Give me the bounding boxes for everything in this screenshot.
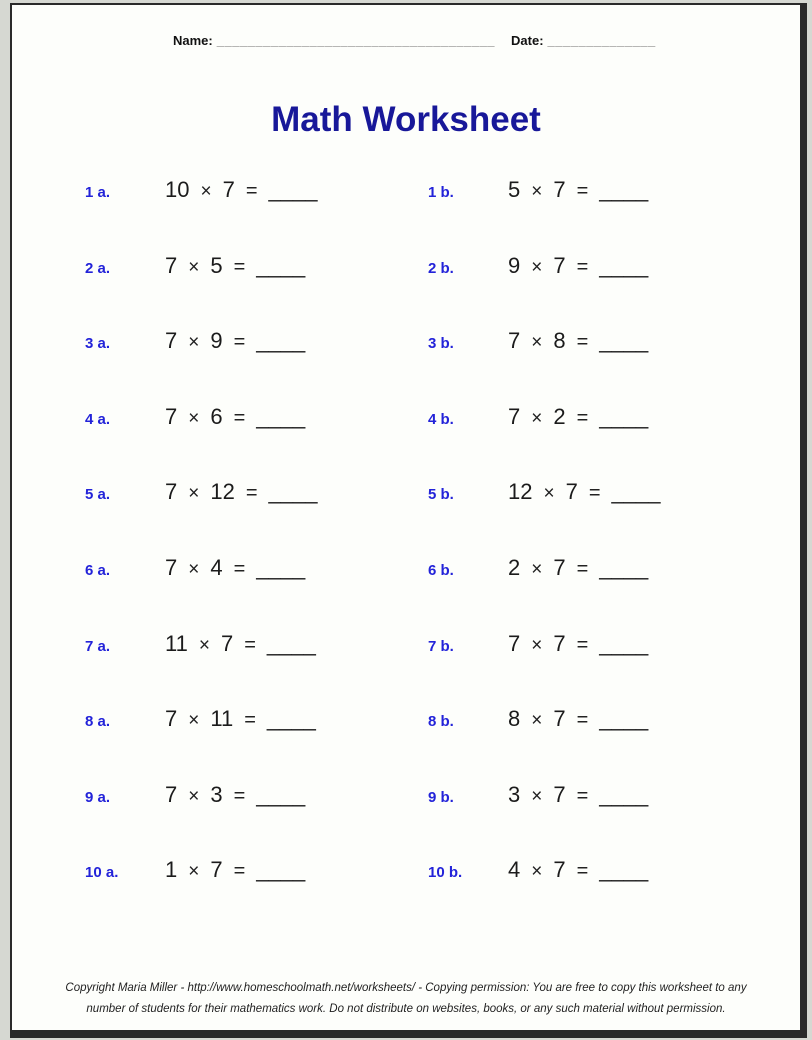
name-fill-line: ____________________________________ — [216, 33, 496, 48]
answer-blank: ____ — [256, 857, 306, 883]
equals-sign: = — [233, 860, 246, 883]
multiplication-sign: × — [188, 558, 200, 580]
factor-1: 10 — [165, 177, 190, 202]
problem-row — [12, 857, 800, 933]
factor-2: 7 — [553, 781, 566, 807]
factor-1: 9 — [508, 252, 521, 278]
factor-2: 4 — [210, 554, 223, 580]
equals-sign: = — [244, 709, 256, 732]
answer-blank: ____ — [256, 403, 306, 429]
factor-2: 7 — [222, 177, 235, 202]
equals-sign: = — [576, 331, 589, 354]
answer-blank: ____ — [266, 706, 316, 732]
problem-expression — [165, 479, 317, 505]
problem-expression — [165, 253, 305, 279]
factor-1: 7 — [508, 630, 521, 656]
answer-blank: ____ — [599, 177, 649, 202]
worksheet-page — [10, 3, 807, 1038]
problem-cell-b — [428, 782, 771, 858]
problem-cell-b — [428, 177, 771, 253]
problem-cell-a — [85, 706, 428, 782]
problem-label: 6 b. — [428, 561, 454, 579]
factor-2: 7 — [210, 857, 223, 883]
multiplication-sign: × — [531, 558, 543, 580]
problem-row — [12, 404, 800, 480]
equals-sign: = — [244, 633, 256, 656]
factor-1: 7 — [165, 479, 178, 505]
multiplication-sign: × — [188, 332, 200, 354]
problem-cell-b — [428, 555, 771, 631]
problem-cell-b — [428, 631, 771, 707]
answer-blank: ____ — [256, 252, 306, 278]
problem-cell-a — [85, 253, 428, 329]
problem-label: 3 b. — [428, 335, 454, 353]
problem-expression — [165, 857, 305, 883]
problem-expression — [165, 706, 316, 732]
equals-sign: = — [576, 860, 589, 883]
equals-sign: = — [233, 255, 246, 278]
factor-2: 7 — [553, 252, 566, 278]
equals-sign: = — [233, 331, 246, 354]
page-title: Math Worksheet — [271, 100, 541, 139]
equals-sign: = — [245, 180, 258, 202]
problem-label: 8 b. — [428, 713, 454, 731]
problem-cell-b — [428, 253, 771, 329]
answer-blank: ____ — [599, 554, 649, 580]
problem-cell-b — [428, 857, 771, 933]
problem-label: 1 b. — [428, 184, 454, 201]
factor-1: 7 — [165, 706, 178, 732]
problem-label: 7 b. — [428, 637, 454, 655]
factor-2: 3 — [210, 781, 223, 807]
problem-expression — [508, 328, 648, 354]
problem-cell-a — [85, 857, 428, 933]
factor-2: 7 — [220, 630, 234, 656]
problem-cell-a — [85, 479, 428, 555]
multiplication-sign: × — [531, 710, 543, 732]
factor-2: 7 — [553, 554, 566, 580]
problem-expression — [165, 631, 316, 657]
equals-sign: = — [233, 784, 246, 807]
equals-sign: = — [233, 406, 246, 429]
factor-2: 7 — [565, 479, 578, 505]
answer-blank: ____ — [599, 706, 649, 732]
factor-1: 12 — [508, 479, 533, 505]
multiplication-sign: × — [188, 785, 200, 807]
copyright-footer — [12, 978, 800, 1020]
factor-2: 2 — [553, 403, 566, 429]
factor-2: 7 — [553, 630, 566, 656]
problem-label: 5 a. — [85, 486, 111, 504]
equals-sign: = — [233, 557, 246, 580]
problem-expression — [508, 479, 660, 505]
problem-row — [12, 253, 800, 329]
problem-expression — [508, 404, 648, 430]
equals-sign: = — [576, 784, 589, 807]
factor-1: 2 — [508, 554, 521, 580]
date-label: Date: — [511, 33, 544, 48]
factor-1: 7 — [165, 252, 178, 278]
problem-expression — [508, 555, 648, 581]
problem-expression — [165, 404, 305, 430]
factor-1: 3 — [508, 781, 521, 807]
problem-label: 2 b. — [428, 259, 454, 277]
problem-label: 9 a. — [85, 788, 111, 806]
problem-cell-a — [85, 404, 428, 480]
equals-sign: = — [588, 482, 601, 505]
factor-1: 7 — [508, 403, 521, 429]
problem-expression — [508, 782, 648, 808]
problem-label: 3 a. — [85, 335, 111, 353]
equals-sign: = — [576, 180, 589, 202]
answer-blank: ____ — [599, 857, 649, 883]
multiplication-sign: × — [531, 407, 543, 429]
problem-label: 10 a. — [85, 864, 119, 882]
problem-label: 5 b. — [428, 486, 454, 504]
factor-1: 4 — [508, 857, 521, 883]
problem-cell-a — [85, 631, 428, 707]
answer-blank: ____ — [599, 781, 649, 807]
answer-blank: ____ — [268, 479, 318, 505]
problem-label: 8 a. — [85, 713, 111, 731]
factor-2: 7 — [553, 177, 566, 202]
date-fill-line: ______________ — [547, 33, 656, 48]
factor-2: 7 — [553, 857, 566, 883]
problem-label: 6 a. — [85, 561, 111, 579]
multiplication-sign: × — [200, 181, 212, 202]
problem-label: 1 a. — [85, 184, 111, 201]
factor-1: 1 — [165, 857, 178, 883]
equals-sign: = — [576, 709, 589, 732]
problems-grid — [12, 177, 800, 933]
problem-label: 10 b. — [428, 864, 463, 882]
worksheet-header — [12, 33, 800, 48]
multiplication-sign: × — [531, 332, 543, 354]
problem-cell-b — [428, 706, 771, 782]
answer-blank: ____ — [268, 177, 318, 202]
problem-expression — [165, 177, 317, 203]
factor-1: 7 — [165, 781, 178, 807]
problem-cell-a — [85, 177, 428, 253]
factor-2: 12 — [210, 479, 235, 505]
multiplication-sign: × — [531, 634, 543, 656]
factor-1: 7 — [165, 328, 178, 354]
factor-1: 5 — [508, 177, 521, 202]
answer-blank: ____ — [266, 630, 316, 656]
multiplication-sign: × — [543, 483, 555, 505]
factor-2: 11 — [210, 706, 234, 732]
problem-expression — [508, 631, 648, 657]
copyright-line-2: number of students for their mathematics work. Do not distribute on websites, books, or any such material without permission. — [86, 1003, 726, 1015]
factor-2: 7 — [553, 706, 566, 732]
problem-label: 4 b. — [428, 410, 454, 428]
problem-expression — [165, 555, 305, 581]
answer-blank: ____ — [256, 781, 306, 807]
problem-expression — [165, 782, 305, 808]
equals-sign: = — [245, 482, 258, 505]
copyright-line-1: Copyright Maria Miller - http://www.homeschoolmath.net/worksheets/ - Copying permission: You are free to copy this worksheet to any — [65, 982, 747, 994]
problem-row — [12, 479, 800, 555]
answer-blank: ____ — [599, 630, 649, 656]
problem-row — [12, 706, 800, 782]
multiplication-sign: × — [531, 785, 543, 807]
answer-blank: ____ — [599, 252, 649, 278]
problem-row — [12, 782, 800, 858]
factor-1: 7 — [165, 403, 178, 429]
multiplication-sign: × — [188, 256, 200, 278]
answer-blank: ____ — [599, 403, 649, 429]
problem-expression — [508, 857, 648, 883]
problem-label: 4 a. — [85, 410, 111, 428]
answer-blank: ____ — [611, 479, 661, 505]
problem-row — [12, 177, 800, 253]
factor-1: 8 — [508, 706, 521, 732]
answer-blank: ____ — [256, 554, 306, 580]
problem-expression — [165, 328, 305, 354]
answer-blank: ____ — [256, 328, 306, 354]
problem-row — [12, 631, 800, 707]
problem-cell-a — [85, 782, 428, 858]
factor-2: 5 — [210, 252, 223, 278]
factor-1: 7 — [508, 328, 521, 354]
multiplication-sign: × — [188, 861, 200, 883]
problem-cell-b — [428, 328, 771, 404]
name-label: Name: — [173, 33, 213, 48]
problem-label: 7 a. — [85, 637, 111, 655]
multiplication-sign: × — [531, 256, 543, 278]
problem-cell-b — [428, 404, 771, 480]
problem-label: 9 b. — [428, 788, 454, 806]
multiplication-sign: × — [188, 483, 200, 505]
problem-row — [12, 328, 800, 404]
factor-2: 8 — [553, 328, 566, 354]
problem-cell-a — [85, 328, 428, 404]
equals-sign: = — [576, 406, 589, 429]
problem-cell-b — [428, 479, 771, 555]
equals-sign: = — [576, 557, 589, 580]
answer-blank: ____ — [599, 328, 649, 354]
factor-1: 11 — [165, 630, 188, 656]
problem-label: 2 a. — [85, 259, 111, 277]
factor-2: 9 — [210, 328, 223, 354]
problem-expression — [508, 706, 648, 732]
equals-sign: = — [576, 255, 589, 278]
problem-cell-a — [85, 555, 428, 631]
equals-sign: = — [576, 633, 589, 656]
multiplication-sign: × — [531, 181, 543, 202]
problem-expression — [508, 177, 648, 203]
multiplication-sign: × — [188, 710, 200, 732]
multiplication-sign: × — [531, 861, 543, 883]
multiplication-sign: × — [198, 634, 210, 656]
multiplication-sign: × — [188, 407, 200, 429]
problem-expression — [508, 253, 648, 279]
factor-1: 7 — [165, 554, 178, 580]
factor-2: 6 — [210, 403, 223, 429]
problem-row — [12, 555, 800, 631]
